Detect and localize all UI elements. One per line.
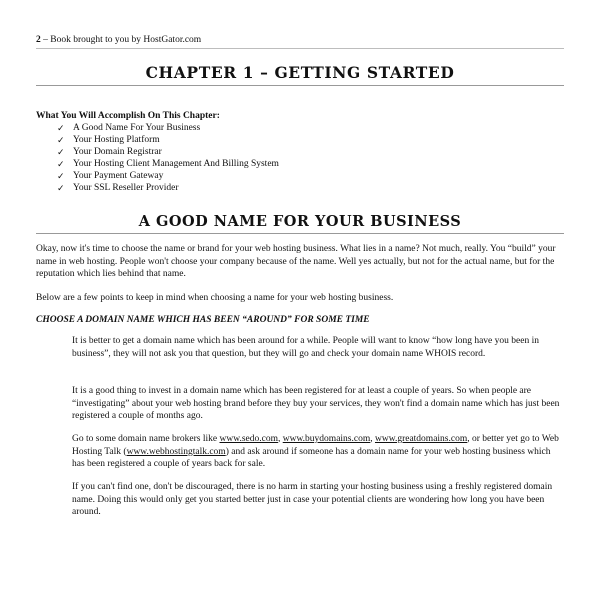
checkmark-icon: ✓	[57, 183, 65, 193]
checkmark-icon: ✓	[57, 123, 65, 133]
section-title: A GOOD NAME FOR YOUR BUSINESS	[36, 213, 564, 234]
link-sedo[interactable]: www.sedo.com	[219, 434, 278, 444]
checkmark-icon: ✓	[57, 159, 65, 169]
paragraph-4: If you can't find one, don't be discouraged, there is no harm in starting your hosting business using a freshly registered domain name. Doing this would only get you started better just in case your potential clients are wondering how long you have been around.	[72, 482, 553, 517]
header-text: – Book brought to you by HostGator.com	[40, 35, 202, 45]
link-webhostingtalk[interactable]: www.webhostingtalk.com	[126, 446, 226, 457]
checkmark-icon: ✓	[57, 135, 65, 145]
chapter-title: CHAPTER 1 – GETTING STARTED	[36, 63, 564, 86]
list-item: ✓ Your Hosting Platform	[57, 135, 160, 145]
accomplish-heading: What You Will Accomplish On This Chapter:	[36, 111, 220, 121]
paragraph-3: Go to some domain name brokers like www.sedo.com, www.buydomains.com, www.greatdomains.com, or better yet go to Web Hosting Talk (www.webhostingtalk.com) and ask around if someone has a domain name for your web hosting business which has been registered a couple of years back for sale.	[72, 434, 559, 469]
link-greatdomains[interactable]: www.greatdomains.com	[374, 434, 468, 444]
page-header	[36, 35, 564, 49]
list-item: ✓ A Good Name For Your Business	[57, 123, 201, 133]
subheading: CHOOSE A DOMAIN NAME WHICH HAS BEEN “AROUND” FOR SOME TIME	[36, 315, 370, 325]
checkmark-icon: ✓	[57, 147, 65, 157]
points-paragraph: Below are a few points to keep in mind when choosing a name for your web hosting business.	[36, 293, 394, 303]
checkmark-icon: ✓	[57, 171, 65, 181]
list-item: ✓ Your Hosting Client Management And Billing System	[57, 159, 279, 169]
intro-paragraph: Okay, now it's time to choose the name or brand for your web hosting business. What lies in a name? Not much, really. You “build” your name in web hosting. People won't choose your company because of the name. Well yes actually, but not for the actual name, but for the reputation which lies behind that name.	[36, 244, 556, 279]
list-item: ✓ Your SSL Reseller Provider	[57, 183, 179, 193]
paragraph-2: It is a good thing to invest in a domain name which has been registered for at least a couple of years. So when people are “investigating” about your web hosting brand before they buy your services, they won't find a domain name which has just been registered a couple of months ago.	[72, 386, 560, 421]
accomplish-list	[57, 122, 279, 194]
paragraph-1: It is better to get a domain name which has been around for a while. People will want to know “how long have you been in business”, they will not ask you that question, but they will go and check your domain name WHOIS record.	[72, 336, 539, 359]
list-item: ✓ Your Domain Registrar	[57, 147, 162, 157]
link-buydomains[interactable]: www.buydomains.com	[282, 434, 371, 444]
page-number: 2	[36, 35, 41, 45]
list-item: ✓ Your Payment Gateway	[57, 171, 164, 181]
